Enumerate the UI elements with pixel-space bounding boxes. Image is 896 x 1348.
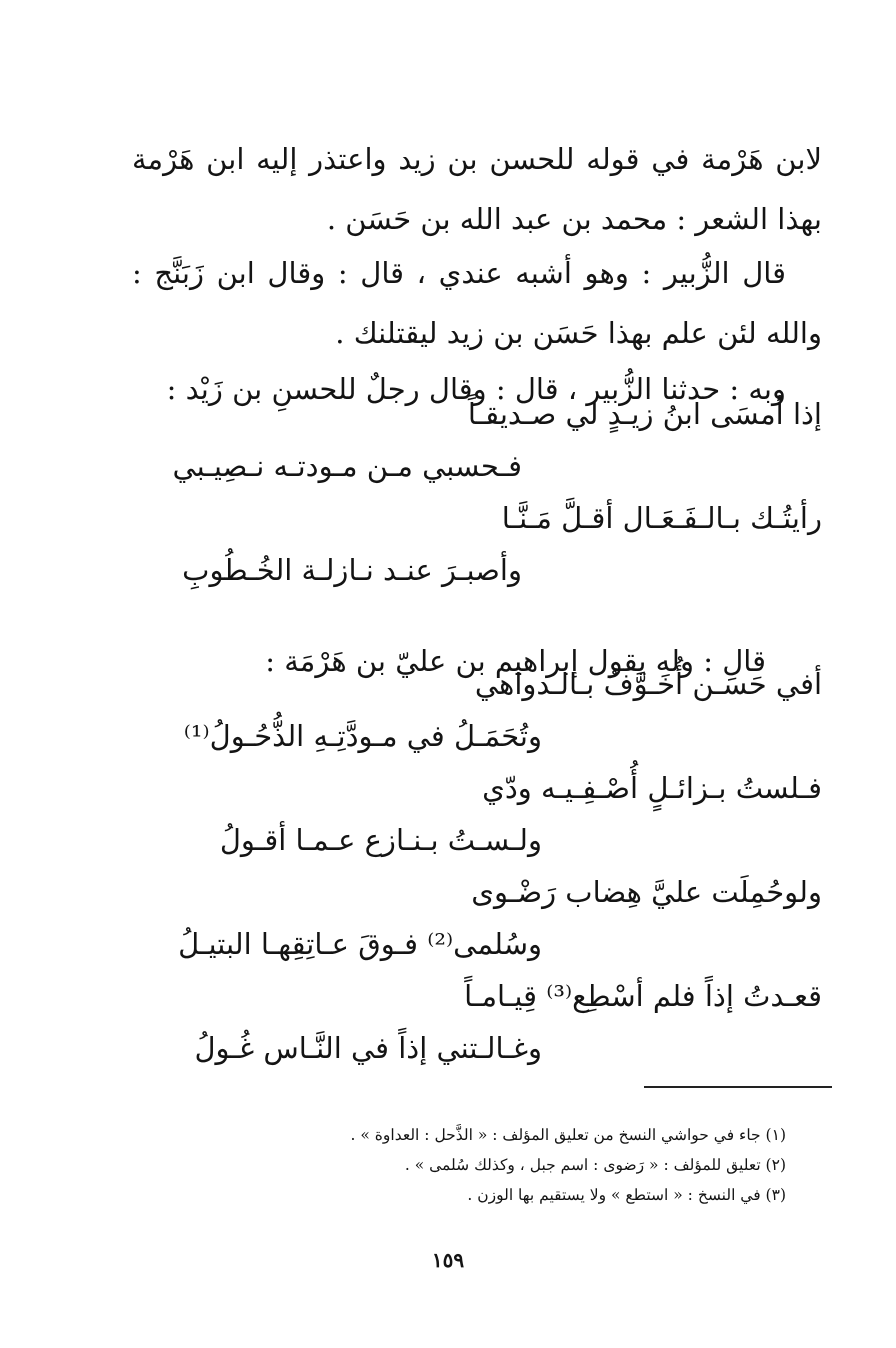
poem-block-2 (132, 658, 822, 1074)
footnote-separator (644, 1086, 832, 1088)
verse-line: وسُلمى⁽²⁾ فـوقَ عـاتِقِهـا البتيـلُ (178, 927, 542, 961)
verse-line: ولـسـتُ بـنـازع عـمـا أقـولُ (219, 823, 542, 857)
verse-line: إذا أمسَى ابنُ زيـدٍ لي صـديقـاً (467, 397, 822, 431)
verse-line: فـلستُ بـزائـلٍ أُصْـفِـيـه ودّي (482, 771, 822, 805)
footnote-1: (١) جاء في حواشي النسخ من تعليق المؤلف : « الذَّحل : العداوة » . (350, 1126, 786, 1144)
footnotes (146, 1120, 786, 1210)
page-number: ١٥٩ (431, 1248, 465, 1272)
verse-line: ولوحُمِلَت عليَّ هِضاب رَضْـوى (471, 875, 822, 909)
poem-block-1 (132, 388, 822, 596)
verse-line: وأصبـرَ عنـد نـازلـة الخُـطُوبِ (182, 553, 522, 587)
verse-line: وغـالـتني إذاً في النَّـاس غُـولُ (194, 1031, 542, 1065)
verse-line: فـحسبي مـن مـودتـه نـصِيـبي (172, 449, 522, 483)
verse-line: أفي حَسَـن أُخَـوَّفُ بـالـدواهي (474, 667, 822, 701)
paragraph-zubayr: قال الزُّبير : وهو أشبه عندي ، قال : وقال ابن زَبَنَّج : والله لئن علم بهذا حَسَن بن زيد ليقتلنك . (132, 256, 822, 350)
verse-line: رأيتُـك بـالـفَـعَـال أقـلَّ مَـنَّـا (501, 501, 822, 535)
paragraph-intro: لابن هَرْمة في قوله للحسن بن زيد واعتذر إليه ابن هَرْمة بهذا الشعر : محمد بن عبد الله بن حَسَن . (132, 142, 822, 236)
paragraph-narration: وبه : حدثنا الزُّبير ، قال : وقال رجلٌ للحسنِ بن زَيْد : (166, 372, 786, 406)
verse-line: وتُحَمَـلُ في مـودَّتِـهِ الذُّحُـولُ⁽¹⁾ (183, 719, 542, 753)
verse-line: قعـدتُ إذاً فلم أسْطِع⁽³⁾ قِيـامـاً (464, 979, 822, 1013)
footnote-2: (٢) تعليق للمؤلف : « رَضوى : اسم جبل ، وكذلك سُلمى » . (404, 1156, 786, 1174)
footnote-3: (٣) في النسخ : « استطع » ولا يستقيم بها الوزن . (467, 1186, 786, 1204)
paragraph-ibrahim: قال : وله يقول إبراهيم بن عليّ بن هَرْمَة : (265, 644, 766, 678)
